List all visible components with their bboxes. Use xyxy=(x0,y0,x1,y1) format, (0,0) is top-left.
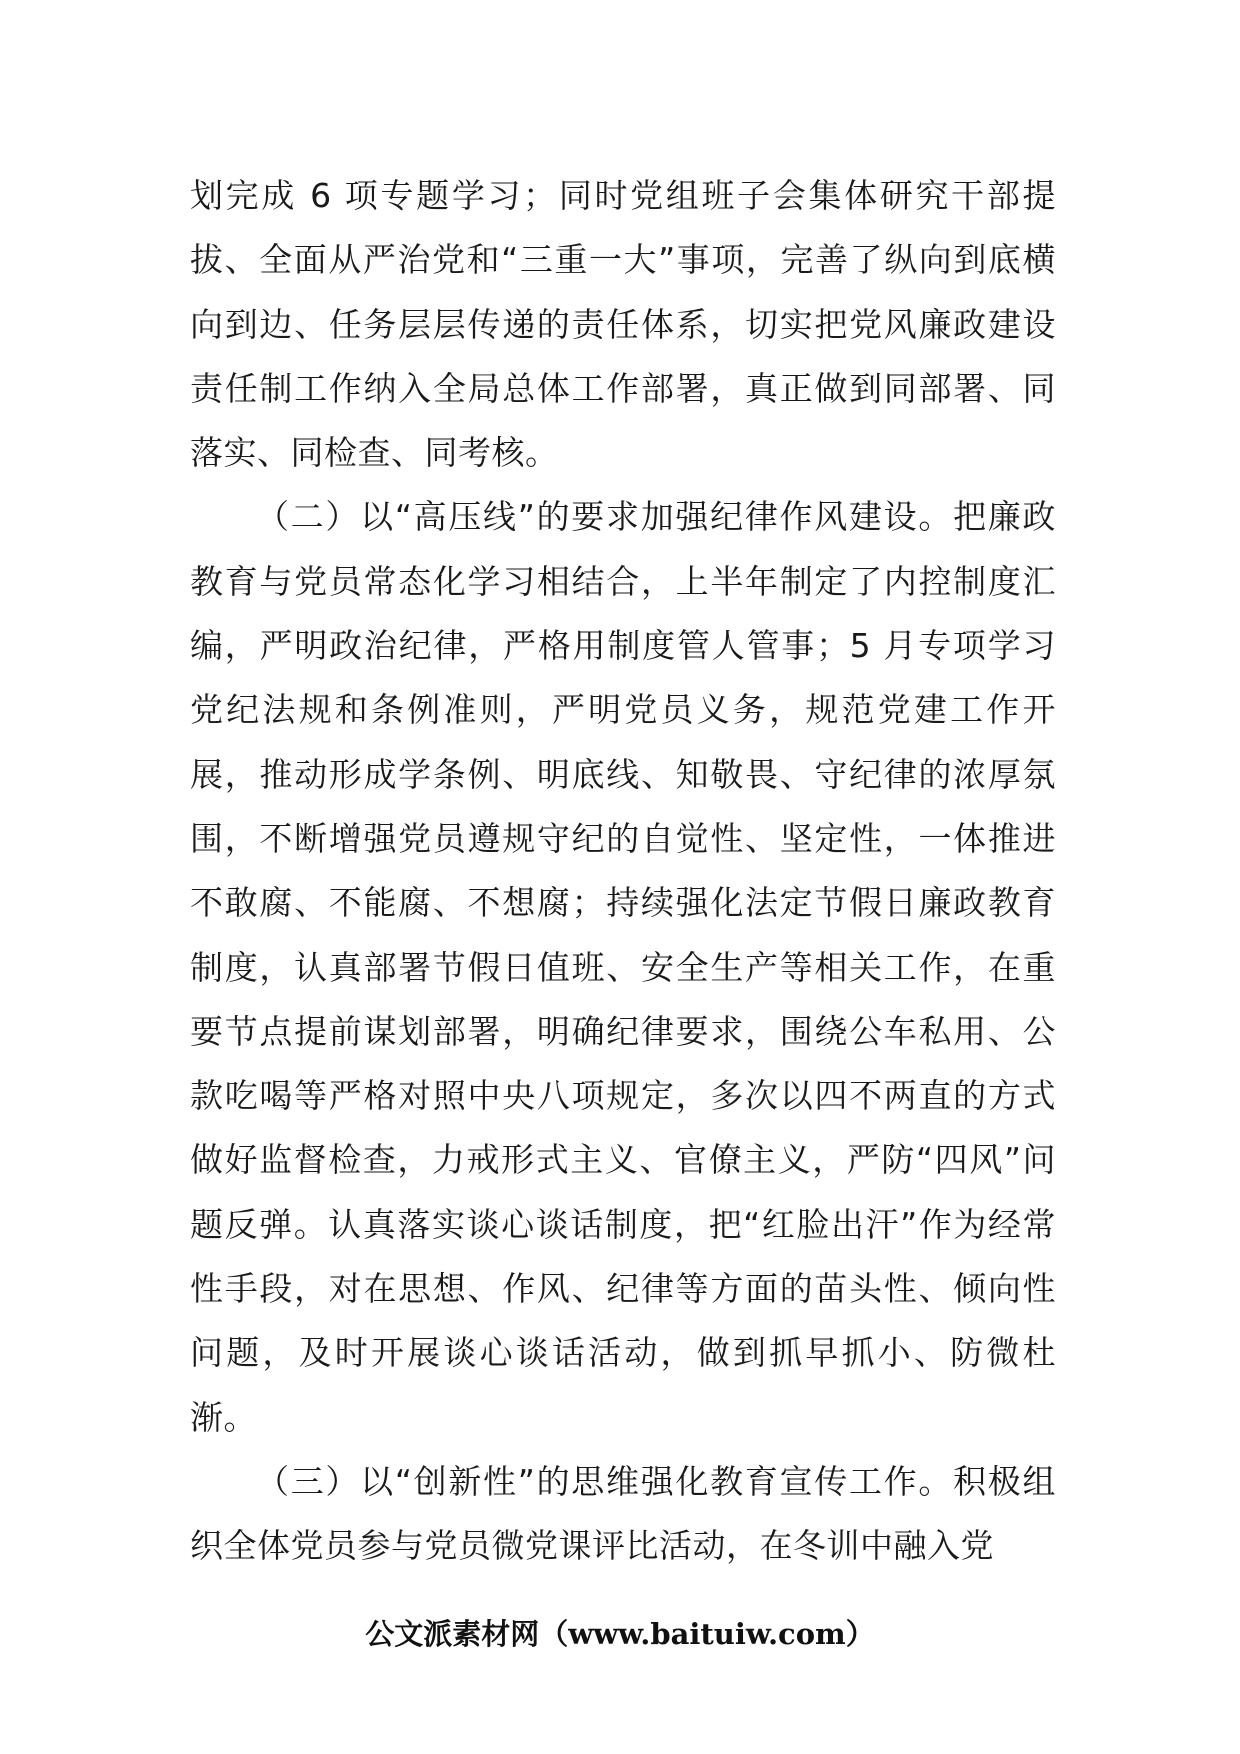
document-body xyxy=(190,164,1056,1579)
paragraph-section-two: （二）以“高压线”的要求加强纪律作风建设。把廉政教育与党员常态化学习相结合，上半年制定了内控制度汇编，严明政治纪律，严格用制度管人管事；5 月专项学习党纪法规和条例准则，严明党员义务，规范党建工作开展，推动形成学条例、明底线、知敬畏、守纪律的浓厚氛围，不断增强党员遵规守纪的自觉性、坚定性，一体推进不敢腐、不能腐、不想腐；持续强化法定节假日廉政教育制度，认真部署节假日值班、安全生产等相关工作，在重要节点提前谋划部署，明确纪律要求，围绕公车私用、公款吃喝等严格对照中央八项规定，多次以四不两直的方式做好监督检查，力戒形式主义、官僚主义，严防“四风”问题反弹。认真落实谈心谈话制度，把“红脸出汗”作为经常性手段，对在思想、作风、纪律等方面的苗头性、倾向性问题，及时开展谈心谈话活动，做到抓早抓小、防微杜渐。 xyxy=(190,497,1056,1437)
paragraph-section-three: （三）以“创新性”的思维强化教育宣传工作。积极组织全体党员参与党员微党课评比活动，在冬训中融入党 xyxy=(190,1461,1056,1566)
watermark-footer: 公文派素材网（www.baituiw.com） xyxy=(365,1617,875,1651)
paragraph-continuation: 划完成 6 项专题学习；同时党组班子会集体研究干部提拔、全面从严治党和“三重一大”事项，完善了纵向到底横向到边、任务层层传递的责任体系，切实把党风廉政建设责任制工作纳入全局总体工作部署，真正做到同部署、同落实、同检查、同考核。 xyxy=(190,176,1056,473)
